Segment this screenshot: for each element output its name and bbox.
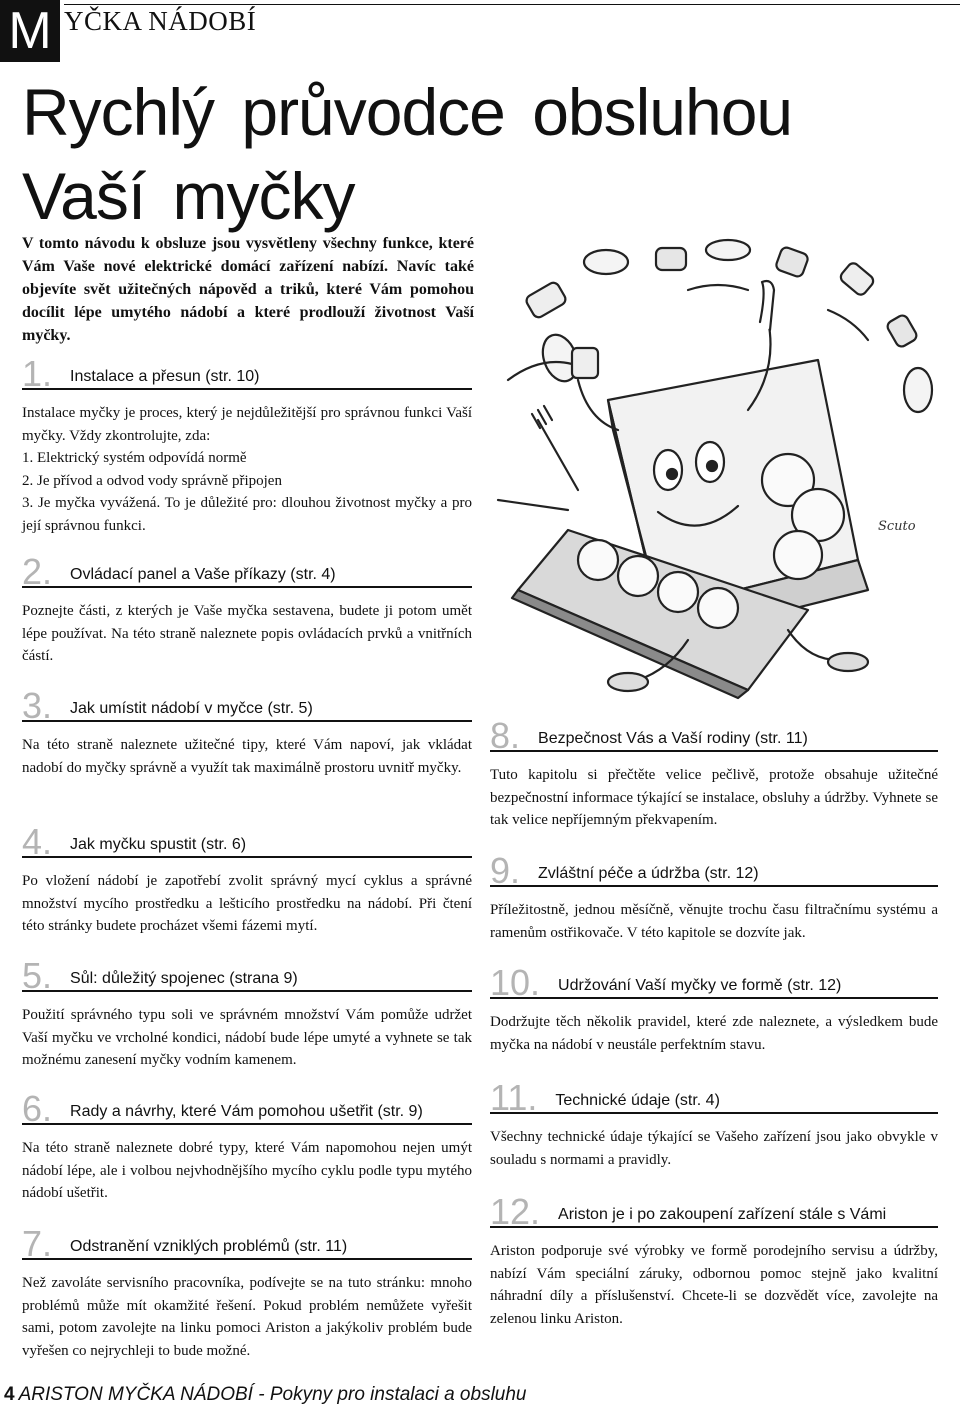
- section-3: [22, 680, 472, 779]
- section-6: [22, 1083, 472, 1205]
- section-body: Tuto kapitolu si přečtěte velice pečlivě, protože obsahuje užitečné bezpečnostní informace týkající se instalace, obsluhy a údržby. Vyhnete se tak velice nepříjemným překvapením.: [490, 767, 938, 828]
- section-5: [22, 950, 472, 1072]
- section-title: Ariston je i po zakoupení zařízení stále s Vámi: [558, 1206, 887, 1223]
- dishwasher-illustration: [488, 230, 958, 700]
- intro-paragraph: V tomto návodu k obsluze jsou vysvětleny všechny funkce, které Vám Vaše nové elektrické domácí zařízení nabízí. Navíc také objevíte svět užitečných nápověd a triků, které Vám pomohou docílit lépe umytého nádobí a které prodlouží životnost Vaší myčky.: [22, 235, 474, 344]
- section-10: [490, 957, 938, 1056]
- section-number: 6.: [22, 1088, 53, 1129]
- section-title: Ovládací panel a Vaše příkazy (str. 4): [70, 566, 336, 583]
- section-body: Na této straně naleznete dobré typy, které Vám napomohou nejen umýt nádobí lépe, ale i volbou nejvhodnějšího mycího cyklu podle typu mytého nádobí ušetřit.: [22, 1140, 472, 1201]
- section-text: Instalace myčky je proces, který je nejdůležitější pro správnou funkci Vaší myčky. Vždy zkontrolujte, zda:: [22, 405, 472, 444]
- section-8: [490, 710, 938, 832]
- section-title: Udržování Vaší myčky ve formě (str. 12): [558, 977, 842, 994]
- section-body: Použití správného typu soli ve správném množství Vám pomůže udržet Vaší myčku ve vrcholné kondici, nádobí bude lépe umyté a vyhnete se tak možnému zanesení myčky vodním kamenem.: [22, 1007, 472, 1068]
- header-rule: [64, 4, 960, 5]
- list-item: 3. Je myčka vyvážená. To je důležité pro: dlouhou životnost myčky a pro její správnou funkci.: [22, 495, 472, 534]
- section-number: 9.: [490, 850, 521, 891]
- section-9: [490, 845, 938, 944]
- list-item: 1. Elektrický systém odpovídá normě: [22, 450, 247, 466]
- section-body: Ariston podporuje své výrobky ve formě porodejního servisu a údržby, nabízí Vám speciální záruky, odbornou pomoc stejně jako kvalitní náhradní díly a příslušenství. Chcete-li se dozvědět více, zavolejte na zelenou linku Ariston.: [490, 1243, 938, 1327]
- section-heading: [22, 1083, 472, 1129]
- section-heading: [490, 710, 938, 756]
- section-title: Jak myčku spustit (str. 6): [70, 836, 247, 853]
- section-body: Dodržujte těch několik pravidel, které zde naleznete, a výsledkem bude myčka na nádobí v neustále perfektním stavu.: [490, 1014, 938, 1053]
- section-body: Příležitostně, jednou měsíčně, věnujte trochu času filtračnímu systému a ramenům ostřikovače. V této kapitole se dozvíte jak.: [490, 902, 938, 941]
- section-2: [22, 546, 472, 668]
- section-body: Všechny technické údaje týkající se Vašeho zařízení jsou jako obvykle v souladu s normami a pravidly.: [490, 1129, 938, 1168]
- section-body: Než zavoláte servisního pracovníka, podívejte se na tuto stránku: mnoho problémů může mít okamžité řešení. Pokud problém nemůžete vyřešit sami, potom zavolejte na linku pomoci Ariston a jakýkoliv problém bude vyřešen co nejrychleji to bude možné.: [22, 1275, 472, 1359]
- section-heading: [490, 1072, 938, 1118]
- section-7: [22, 1218, 472, 1362]
- section-number: 1.: [22, 353, 53, 394]
- section-12: [490, 1186, 938, 1330]
- section-1: [22, 348, 472, 537]
- section-title: Bezpečnost Vás a Vaší rodiny (str. 11): [538, 730, 808, 747]
- section-number: 10.: [490, 962, 541, 1003]
- section-body: Na této straně naleznete užitečné tipy, které Vám napoví, jak vkládat nadobí do myčky správně a využít tak maximálně prostoru uvnitř myčky.: [22, 737, 472, 776]
- section-body: Poznejte části, z kterých je Vaše myčka sestavena, budete ji potom umět lépe používat. Na této straně naleznete popis ovládacích prvků a vnitřních částí.: [22, 603, 472, 664]
- section-title: Sůl: důležitý spojenec (strana 9): [70, 970, 298, 987]
- section-title: Zvláštní péče a údržba (str. 12): [538, 865, 759, 882]
- section-number: 12.: [490, 1191, 541, 1232]
- section-title: Rady a návrhy, které Vám pomohou ušetřit (str. 9): [70, 1103, 423, 1120]
- section-heading: [22, 348, 472, 394]
- section-heading: [22, 546, 472, 592]
- section-number: 4.: [22, 821, 53, 862]
- section-title: Technické údaje (str. 4): [555, 1092, 720, 1109]
- section-number: 7.: [22, 1223, 53, 1264]
- page-number: 4: [4, 1384, 15, 1405]
- section-number: 3.: [22, 685, 53, 726]
- footer-text: ARISTON MYČKA NÁDOBÍ - Pokyny pro instalaci a obsluhu: [18, 1384, 527, 1405]
- chapter-letter: M: [0, 0, 60, 62]
- section-number: 8.: [490, 715, 521, 756]
- list-item: 2. Je přívod a odvod vody správně připojen: [22, 472, 282, 489]
- section-heading: [490, 957, 938, 1003]
- section-title: Instalace a přesun (str. 10): [70, 368, 260, 385]
- section-number: 11.: [490, 1077, 538, 1118]
- section-heading: [490, 845, 938, 891]
- section-heading: [22, 816, 472, 862]
- section-11: [490, 1072, 938, 1171]
- section-number: 5.: [22, 955, 53, 996]
- section-heading: [22, 950, 472, 996]
- section-heading: [22, 680, 472, 726]
- section-number: 2.: [22, 551, 53, 592]
- section-heading: [490, 1186, 938, 1232]
- page-title: Rychlý průvodce obsluhou Vaší myčky: [22, 75, 793, 233]
- page-footer: [4, 1384, 527, 1406]
- section-title: Odstranění vzniklých problémů (str. 11): [70, 1238, 348, 1255]
- illustration-signature: Scuto: [878, 519, 916, 534]
- section-body: Po vložení nádobí je zapotřebí zvolit správný mycí cyklus a správné množství mycího prostředku a lešticího prostředku na nádobí. Při čtení této stránky budete procházet všemi fázemi mytí.: [22, 873, 472, 934]
- section-4: [22, 816, 472, 938]
- section-heading: [22, 1218, 472, 1264]
- chapter-title: YČKA NÁDOBÍ: [64, 6, 257, 36]
- section-title: Jak umístit nádobí v myčce (str. 5): [70, 700, 313, 717]
- section-body: [22, 402, 472, 537]
